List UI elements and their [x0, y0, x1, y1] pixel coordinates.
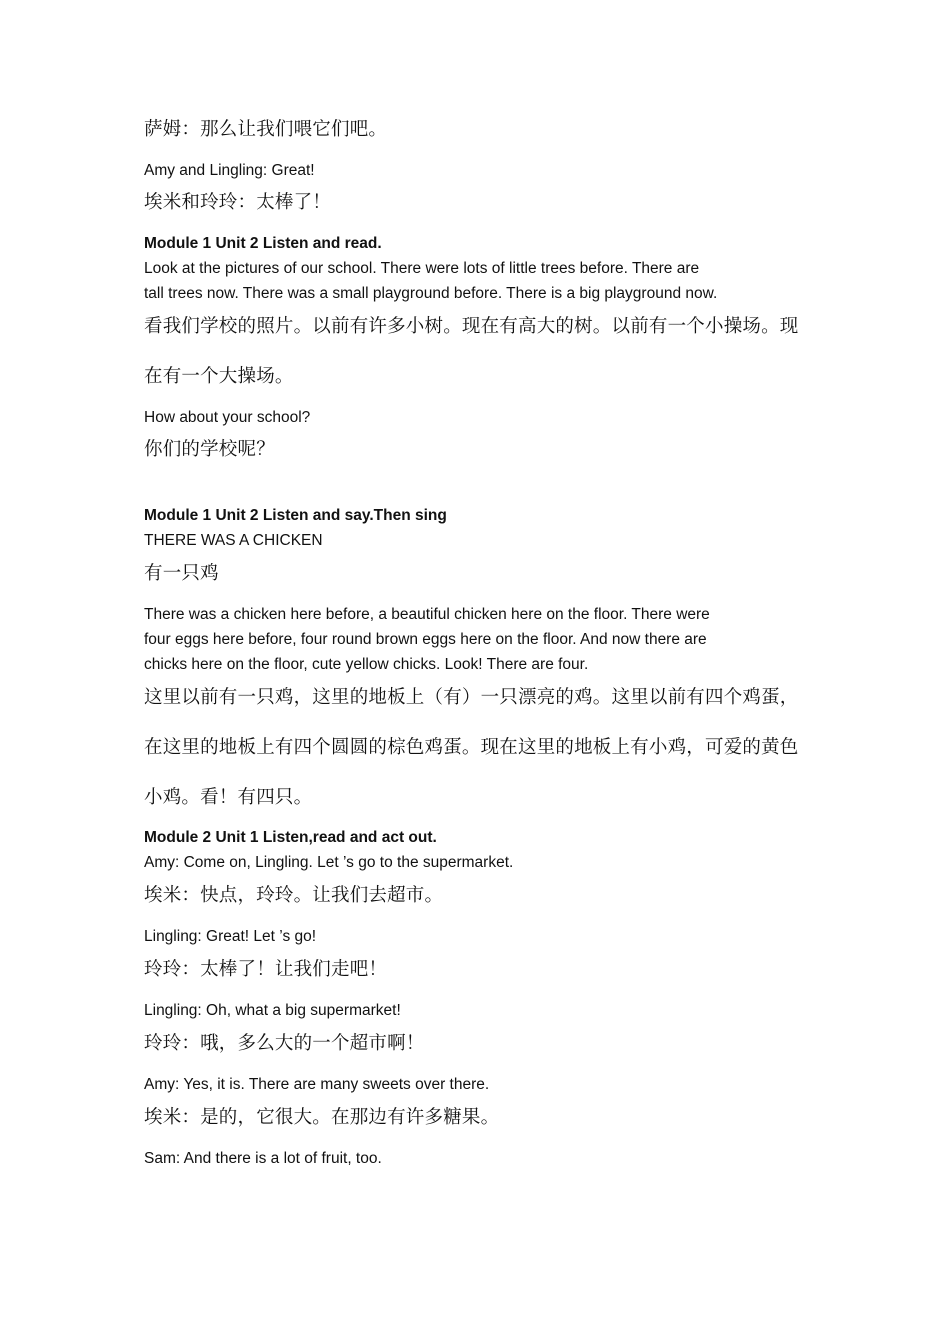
section-heading: Module 2 Unit 1 Listen,read and act out.	[144, 829, 437, 846]
translation-line: 埃米：快点，玲玲。让我们去超市。	[144, 885, 444, 906]
dialogue-line: Amy and Lingling: Great!	[144, 162, 315, 179]
dialogue-line: Lingling: Great! Let ’s go!	[144, 928, 317, 945]
passage-line: four eggs here before, four round brown eggs here on the floor. And now there are	[144, 631, 707, 648]
translation-line: 玲玲：太棒了！让我们走吧！	[144, 959, 388, 980]
translation-line: 看我们学校的照片。以前有许多小树。现在有高大的树。以前有一个小操场。现	[144, 316, 799, 337]
translation-line: 埃米：是的，它很大。在那边有许多糖果。	[144, 1107, 500, 1128]
passage-line: There was a chicken here before, a beautiful chicken here on the floor. There were	[144, 606, 710, 623]
translation-line: 埃米和玲玲：太棒了！	[144, 192, 332, 213]
passage-line: Look at the pictures of our school. There were lots of little trees before. There are	[144, 260, 700, 277]
dialogue-line: Amy: Yes, it is. There are many sweets over there.	[144, 1076, 490, 1093]
translation-line: 有一只鸡	[144, 563, 219, 584]
dialogue-line: Lingling: Oh, what a big supermarket!	[144, 1002, 401, 1019]
document-page	[144, 118, 814, 1171]
translation-line: 在这里的地板上有四个圆圆的棕色鸡蛋。现在这里的地板上有小鸡，可爱的黄色	[144, 737, 799, 758]
translation-line: 在有一个大操场。	[144, 366, 294, 387]
translation-line: 萨姆：那么让我们喂它们吧。	[144, 119, 388, 140]
translation-line: 玲玲：哦，多么大的一个超市啊！	[144, 1033, 425, 1054]
translation-line: 这里以前有一只鸡，这里的地板上（有）一只漂亮的鸡。这里以前有四个鸡蛋，	[144, 687, 799, 708]
passage-line: How about your school?	[144, 409, 311, 426]
translation-line: 小鸡。看！有四只。	[144, 787, 313, 808]
section-heading: Module 1 Unit 2 Listen and read.	[144, 235, 382, 252]
dialogue-line: Amy: Come on, Lingling. Let ’s go to the supermarket.	[144, 854, 514, 871]
translation-line: 你们的学校呢？	[144, 439, 275, 460]
passage-line: chicks here on the floor, cute yellow chicks. Look! There are four.	[144, 656, 589, 673]
song-title: THERE WAS A CHICKEN	[144, 532, 323, 549]
dialogue-line: Sam: And there is a lot of fruit, too.	[144, 1150, 382, 1167]
passage-line: tall trees now. There was a small playground before. There is a big playground now.	[144, 285, 718, 302]
section-heading: Module 1 Unit 2 Listen and say.Then sing	[144, 507, 447, 524]
